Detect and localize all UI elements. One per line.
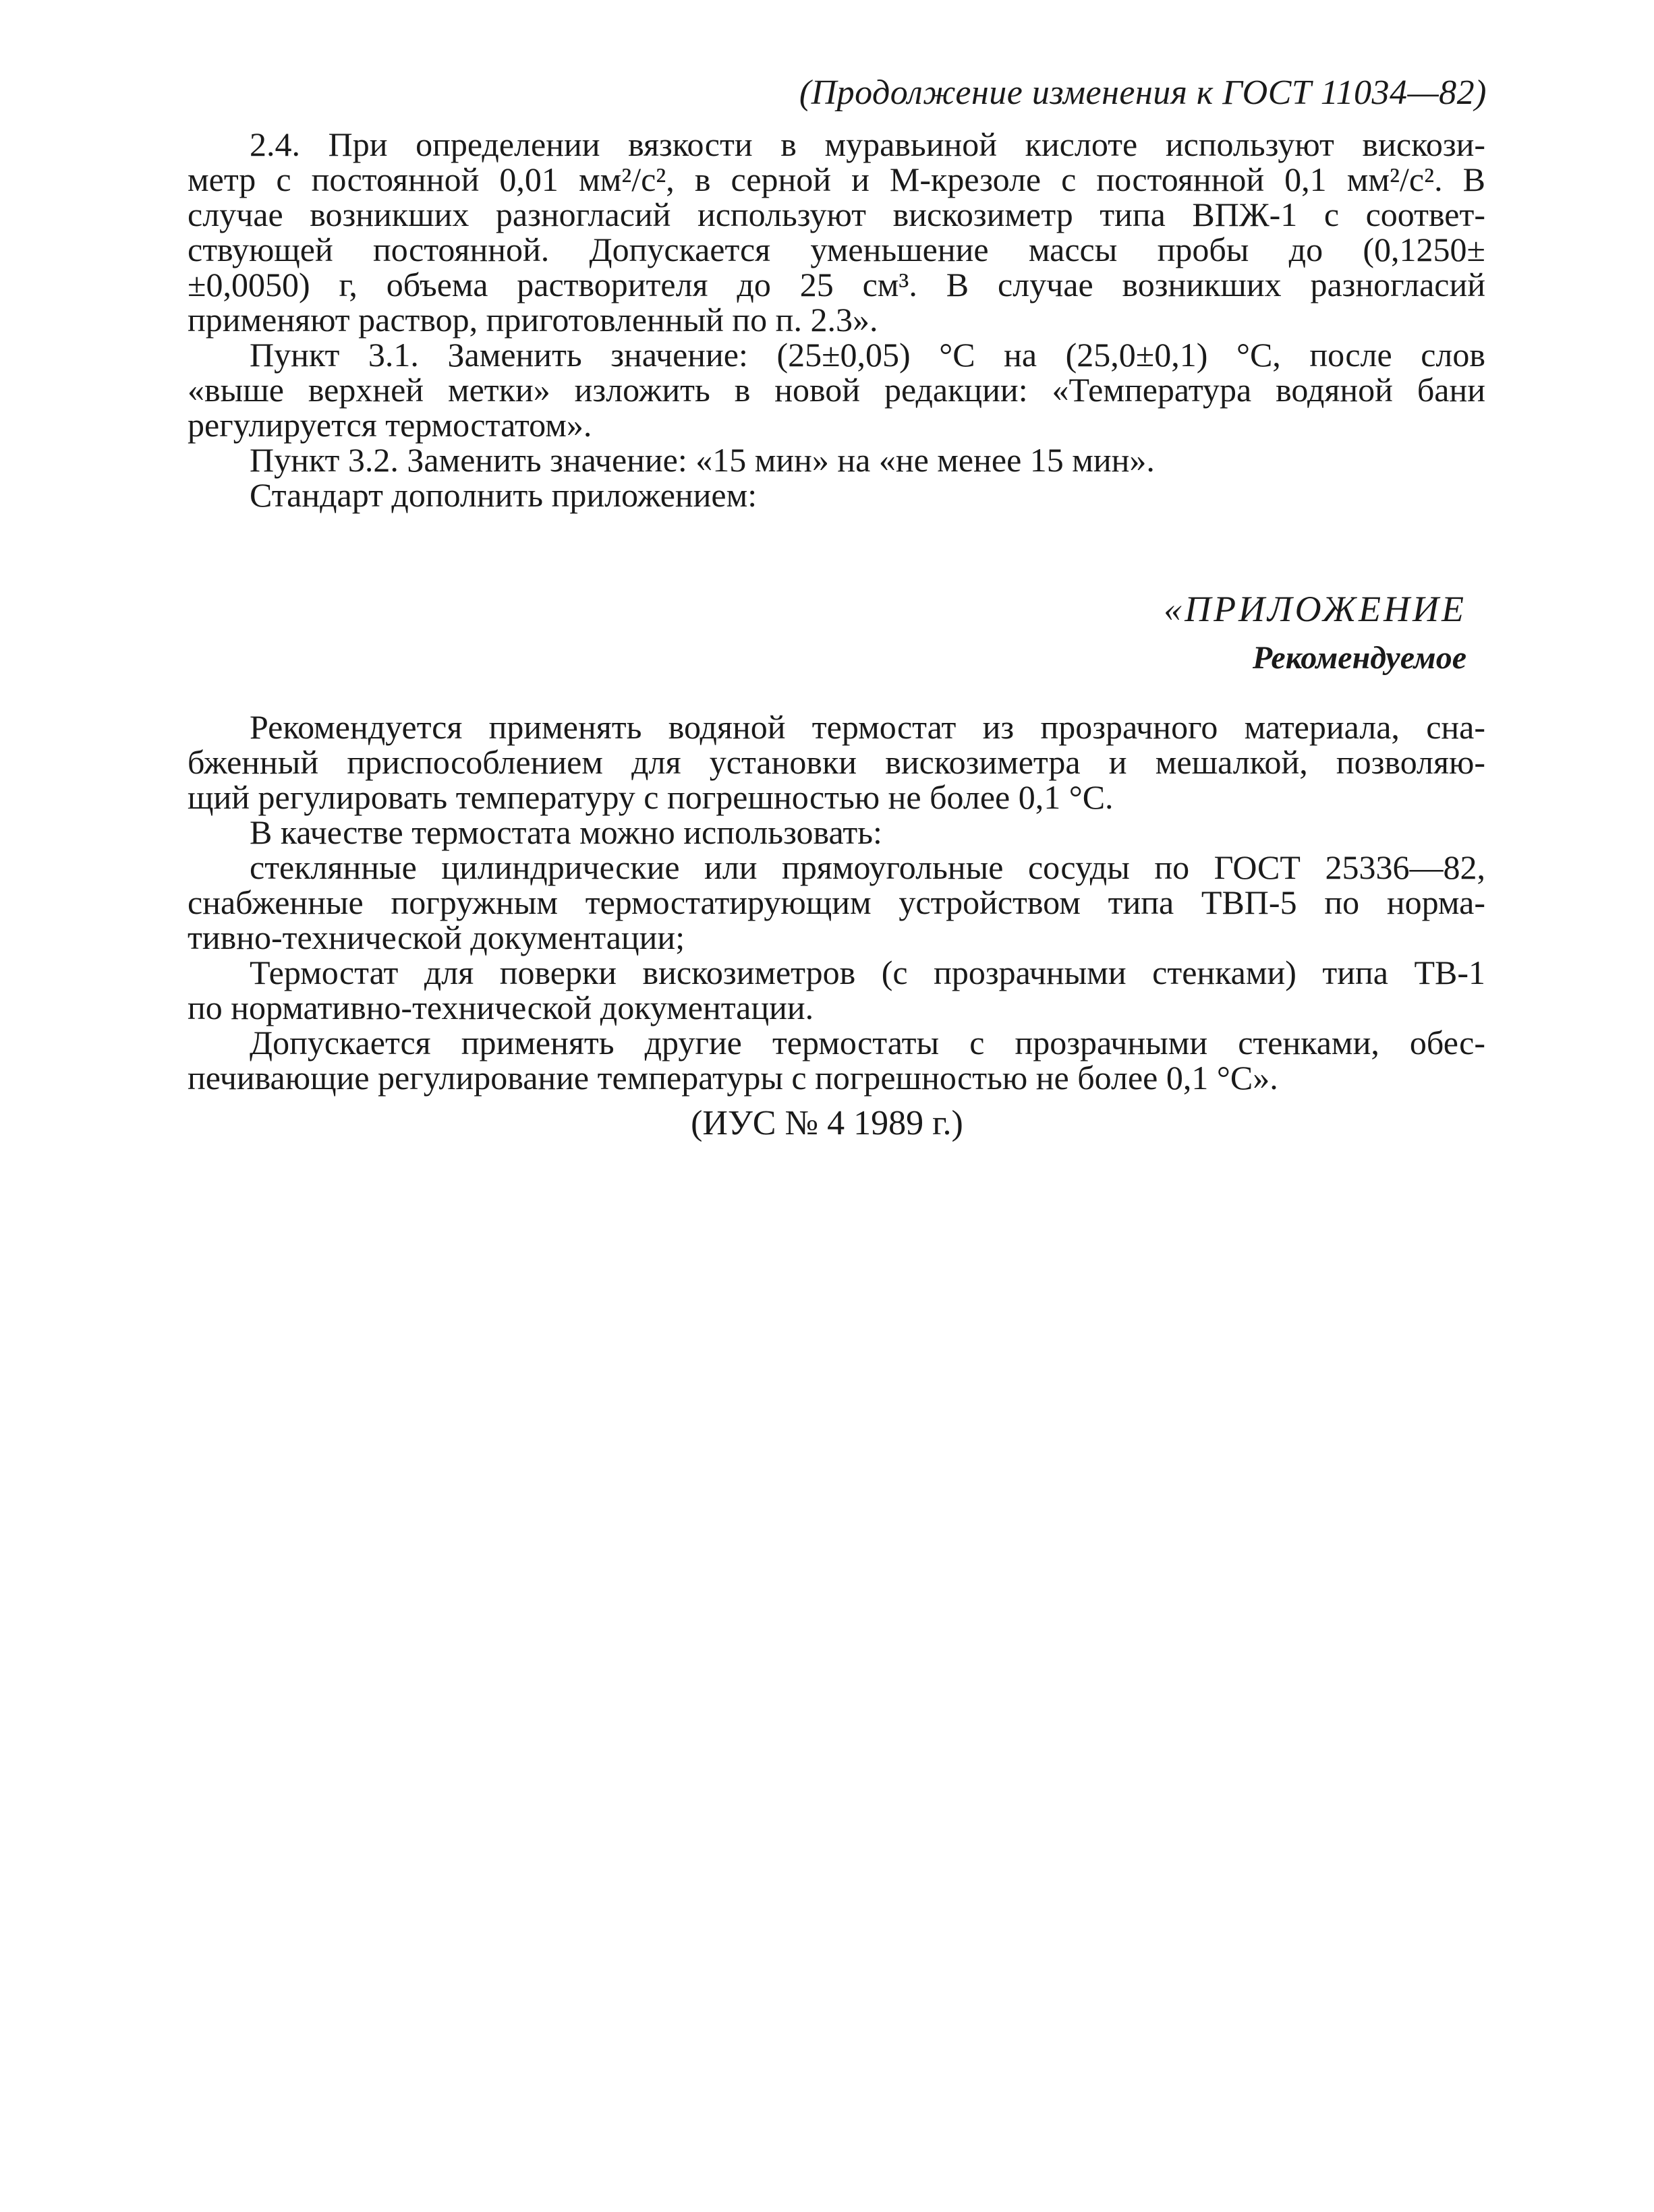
paragraph-line: применяют раствор, приготовленный по п. 2.3». — [188, 301, 878, 339]
paragraph-line: Пункт 3.1. Заменить значение: (25±0,05) °С на (25,0±0,1) °С, после слов — [250, 336, 1485, 374]
paragraph-line: Пункт 3.2. Заменить значение: «15 мин» на «не менее 15 мин». — [250, 441, 1155, 479]
paragraph-line: 2.4. При определении вязкости в муравьиной кислоте используют вискози- — [250, 125, 1485, 163]
paragraph-line: снабженные погружным термостатирующим устройством типа ТВП-5 по норма- — [188, 883, 1485, 921]
paragraph-line: Термостат для поверки вискозиметров (с прозрачными стенками) типа ТВ-1 — [250, 954, 1485, 991]
paragraph-line: ствующей постоянной. Допускается уменьшение массы пробы до (0,1250± — [188, 231, 1485, 268]
paragraph-line: Рекомендуется применять водяной термостат из прозрачного материала, сна- — [250, 708, 1485, 746]
paragraph-line: бженный приспособлением для установки вискозиметра и мешалкой, позволяю- — [188, 743, 1485, 781]
paragraph-line: регулируется термостатом». — [188, 406, 592, 444]
continuation-header: (Продолжение изменения к ГОСТ 11034—82) — [799, 74, 1487, 112]
paragraph-line: «выше верхней метки» изложить в новой редакции: «Температура водяной бани — [188, 371, 1485, 409]
paragraph-line: Допускается применять другие термостаты с прозрачными стенками, обес- — [250, 1024, 1485, 1061]
paragraph-line: тивно-технической документации; — [188, 919, 685, 956]
paragraph-line: В качестве термостата можно использовать: — [250, 813, 882, 851]
paragraph-line: случае возникших разногласий используют вискозиметр типа ВПЖ-1 с соответ- — [188, 196, 1485, 233]
paragraph-line: стеклянные цилиндрические или прямоугольные сосуды по ГОСТ 25336—82, — [250, 848, 1485, 886]
appendix-text-block — [188, 709, 1485, 1095]
paragraph-line: щий регулировать температуру с погрешностью не более 0,1 °С. — [188, 778, 1114, 816]
paragraph-line: метр с постоянной 0,01 мм²/с², в серной и М-крезоле с постоянной 0,1 мм²/с². В — [188, 161, 1485, 198]
source-reference: (ИУС № 4 1989 г.) — [691, 1104, 963, 1142]
paragraph-line: Стандарт дополнить приложением: — [250, 476, 758, 514]
paragraph-line: по нормативно-технической документации. — [188, 989, 814, 1026]
paragraph-line: ±0,0050) г, объема растворителя до 25 см³. В случае возникших разногласий — [188, 266, 1485, 303]
appendix-title: «ПРИЛОЖЕНИЕ — [1164, 589, 1466, 629]
appendix-subtitle: Рекомендуемое — [1252, 640, 1466, 676]
paragraph-line: печивающие регулирование температуры с погрешностью не более 0,1 °С». — [188, 1059, 1278, 1097]
amendment-text-block — [188, 127, 1485, 513]
